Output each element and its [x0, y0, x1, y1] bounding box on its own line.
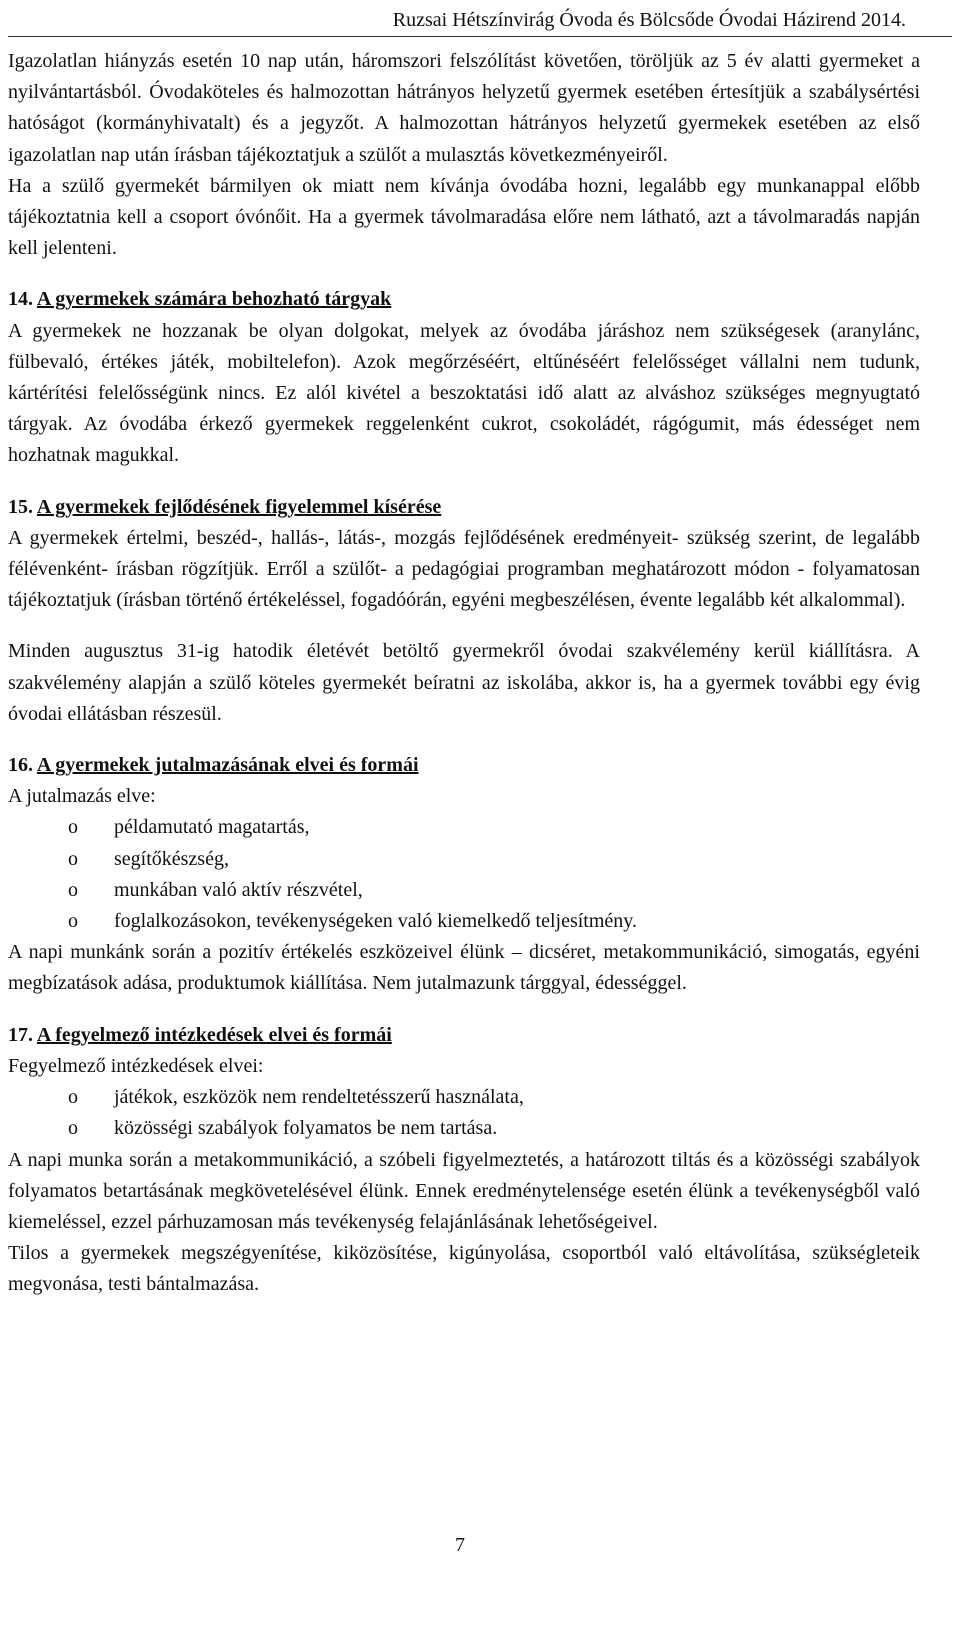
list-item	[8, 875, 920, 906]
intro-paragraph-1: Igazolatlan hiányzás esetén 10 nap után, háromszori felszólítást követően, töröljük az 5 év alatti gyermeket a nyilvántartásból. Óvodaköteles és halmozottan hátrányos helyzetű gyermek esetében értesítjük a szabálysértési hatóságot (kormányhivatalt) és a jegyzőt. A halmozottan hátrányos helyzetű gyermekek esetében az első igazolatlan nap után írásban tájékoztatjuk a szülőt a mulasztás következményeiről.	[8, 50, 920, 166]
bullet-marker: o	[68, 878, 78, 901]
list-item	[8, 812, 920, 843]
bullet-marker: o	[68, 1086, 78, 1109]
section-16-heading	[8, 750, 920, 781]
section-17-body-1: A napi munka során a metakommunikáció, a szóbeli figyelmeztetés, a határozott tiltás és a közösségi szabályok folyamatos betartásának megkövetelésével élünk. Ennek eredménytelensége esetén élünk a tevékenységből való kiemeléssel, ezzel párhuzamosan más tevékenység felajánlásának lehetőségeivel.	[8, 1148, 920, 1233]
section-16-list	[8, 812, 920, 937]
section-16-lead: A jutalmazás elve:	[8, 785, 156, 808]
list-item-text: példamutató magatartás,	[114, 816, 310, 839]
intro-paragraph-2: Ha a szülő gyermekét bármilyen ok miatt nem kívánja óvodába hozni, legalább egy munkanappal előbb tájékoztatnia kell a csoport óvónőit. Ha a gyermek távolmaradása előre nem látható, azt a távolmaradás napján kell jelenteni.	[8, 174, 920, 260]
list-item	[8, 906, 920, 937]
section-14-title: A gyermekek számára behozható tárgyak	[36, 288, 392, 311]
bullet-marker: o	[68, 1117, 78, 1140]
bullet-marker: o	[68, 816, 78, 839]
list-item-text: munkában való aktív részvétel,	[114, 878, 363, 901]
section-17-lead: Fegyelmező intézkedések elvei:	[8, 1054, 264, 1077]
section-17-title: A fegyelmező intézkedések elvei és formái	[36, 1023, 392, 1046]
header-divider	[8, 36, 952, 37]
page-number: 7	[455, 1534, 465, 1556]
section-15-body-2: Minden augusztus 31-ig hatodik életévét betöltő gyermekről óvodai szakvélemény kerül kiállításra. A szakvélemény alapján a szülő köteles gyermekét beíratni az iskolába, akkor is, ha a gyermek további egy évig óvodai ellátásban részesül.	[8, 640, 920, 725]
section-16-body: A napi munkánk során a pozitív értékelés eszközeivel élünk – dicséret, metakommunikáció, simogatás, egyéni megbízatások adása, produktumok kiállítása. Nem jutalmazunk tárggyal, édességgel.	[8, 941, 920, 995]
bullet-marker: o	[68, 910, 78, 933]
page-header: Ruzsai Hétszínvirág Óvoda és Bölcsőde Óvodai Házirend 2014.	[392, 9, 906, 31]
section-16-title: A gyermekek jutalmazásának elvei és formái	[36, 754, 419, 777]
section-17-number: 17.	[8, 1023, 33, 1046]
document-body	[8, 46, 920, 1301]
bullet-marker: o	[68, 847, 78, 870]
section-14-heading	[8, 284, 920, 315]
section-17-heading	[8, 1020, 920, 1051]
section-16-number: 16.	[8, 754, 33, 777]
section-17-body-2: Tilos a gyermekek megszégyenítése, kiközösítése, kigúnyolása, csoportból való eltávolítása, szükségleteik megvonása, testi bántalmazása.	[8, 1242, 920, 1296]
list-item-text: segítőkészség,	[114, 847, 229, 870]
section-14-body: A gyermekek ne hozzanak be olyan dolgokat, melyek az óvodába járáshoz nem szükségesek (aranylánc, fülbevaló, értékes játék, mobiltelefon). Azok megőrzéséért, eltűnéséért felelősséget vállalni nem tudunk, kártérítési felelősségünk nincs. Ez alól kivétel a beszoktatási idő alatt az alváshoz szükséges megnyugtató tárgyak. Az óvodába érkező gyermekek reggelenként cukrot, csokoládét, rágógumit, más édességet nem hozhatnak magukkal.	[8, 319, 920, 467]
section-15-body-1: A gyermekek értelmi, beszéd-, hallás-, látás-, mozgás fejlődésének eredményeit- szükség szerint, de legalább félévenként- írásban rögzítjük. Erről a szülőt- a pedagógiai programban meghatározott módon - folyamatosan tájékoztatjuk (írásban történő értékeléssel, fogadóórán, egyéni megbeszélésen, évente legalább két alkalommal).	[8, 526, 920, 612]
section-17-list	[8, 1082, 920, 1144]
list-item-text: közösségi szabályok folyamatos be nem tartása.	[114, 1117, 498, 1140]
list-item	[8, 1113, 920, 1144]
list-item	[8, 1082, 920, 1113]
section-14-number: 14.	[8, 288, 33, 311]
section-15-number: 15.	[8, 495, 33, 518]
list-item-text: játékok, eszközök nem rendeltetésszerű használata,	[114, 1086, 524, 1109]
list-item-text: foglalkozásokon, tevékenységeken való kiemelkedő teljesítmény.	[114, 910, 637, 933]
list-item	[8, 844, 920, 875]
section-15-heading	[8, 492, 920, 523]
section-15-title: A gyermekek fejlődésének figyelemmel kísérése	[36, 495, 442, 518]
